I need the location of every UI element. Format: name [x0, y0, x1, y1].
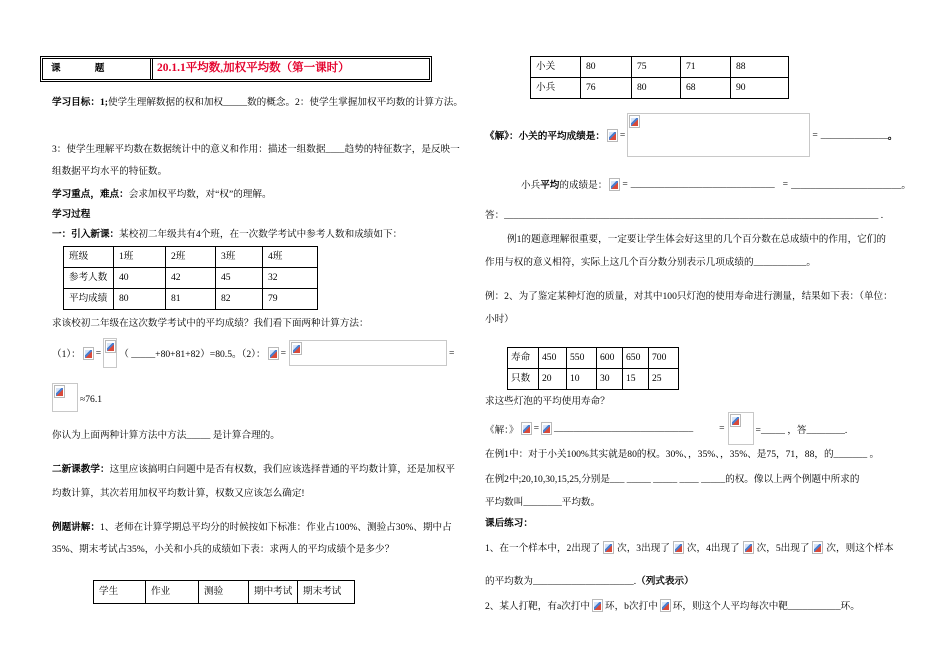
example2-weight-note-line2: 平均数叫________平均数。 — [485, 497, 601, 508]
solution1-blank: ______________ — [820, 129, 888, 141]
solution2-blank2: _______________________。 — [791, 180, 912, 191]
table-cell: 40 — [114, 268, 166, 289]
key-points-line — [52, 188, 272, 202]
image-placeholder-icon — [812, 541, 823, 554]
solution1-end: 。 — [887, 131, 898, 142]
image-placeholder-icon — [105, 340, 116, 353]
table-cell: 88 — [731, 57, 789, 78]
table-row — [508, 348, 679, 369]
equals-sign: = — [533, 423, 539, 434]
equals-sign: = — [619, 129, 626, 141]
student-score-table-rows — [530, 56, 789, 99]
table-cell: 4班 — [263, 247, 318, 268]
equals-sign: = — [719, 423, 725, 434]
solution1-line — [485, 112, 898, 158]
example2-question: 求这些灯泡的平均使用寿命？ — [485, 396, 610, 407]
table-row — [64, 268, 318, 289]
objectives-line — [52, 96, 463, 110]
table-cell: 76 — [581, 78, 632, 99]
solution2-line — [521, 176, 911, 192]
image-placeholder-icon — [730, 414, 741, 427]
new-lesson-text: 这里应该搞明白问题中是否有权数，我们应该选择普通的平均数计算，还是加权平 — [109, 464, 455, 475]
table-cell: 参考人数 — [64, 268, 114, 289]
objectives-item3-line1: 3：使学生理解平均数在数据统计中的意义和作用：描述一组数据____趋势的特征数字，是反映一 — [52, 144, 460, 155]
bulb-solution-blank: _____________________________ — [554, 423, 694, 434]
lesson-header — [40, 56, 432, 82]
exercise1-note: （列式表示） — [636, 576, 694, 587]
table-row — [64, 289, 318, 310]
exercise2-text: 环，b次打中 — [605, 601, 658, 612]
table-cell: 寿命 — [508, 348, 539, 369]
table-cell: 45 — [216, 268, 263, 289]
exercises-title: 课后练习： — [485, 518, 533, 529]
lesson-title: 20.1.1平均数,加权平均数（第一课时） — [157, 62, 350, 74]
image-placeholder-icon — [592, 599, 603, 612]
formula-image-box — [728, 412, 754, 445]
example1-weight-note: 在例1中：对于小关100%其实就是80的权。30%、，35%、，35%、是75，71，88，的_______ 。 — [485, 449, 880, 460]
exercise1-text: 1、在一个样本中，2出现了 — [485, 543, 601, 554]
key-points-text: 会求加权平均数，对“权”的理解。 — [128, 189, 272, 200]
intro-label: 一：引入新课： — [52, 229, 120, 240]
table-cell: 10 — [567, 369, 597, 390]
equals-sign: = — [280, 347, 286, 359]
image-placeholder-icon — [291, 342, 302, 355]
solution1-label: 《解》：小关的平均成绩是： — [485, 131, 605, 142]
equals-sign: = — [782, 178, 789, 190]
formula-image-box — [103, 338, 117, 368]
objectives-label: 学习目标：1; — [52, 97, 108, 108]
new-lesson-line2: 均数计算，其次若用加权平均数计算，权数又应该怎么确定! — [52, 488, 305, 499]
example1-line1 — [52, 521, 452, 535]
table-header-cell: 作业 — [146, 581, 199, 604]
exercise1-line2 — [485, 575, 694, 589]
equals-sign: = — [448, 347, 455, 359]
table-cell: 小关 — [531, 57, 581, 78]
bulb-life-table — [507, 347, 679, 390]
table-cell: 80 — [632, 78, 681, 99]
table-cell: 550 — [567, 348, 597, 369]
image-placeholder-icon — [268, 347, 279, 360]
image-placeholder-icon — [54, 385, 65, 398]
table-cell: 80 — [114, 289, 166, 310]
image-placeholder-icon — [603, 541, 614, 554]
bulb-solution-label: 《解：》 — [485, 424, 519, 436]
intro-line — [52, 228, 402, 242]
table-cell: 82 — [216, 289, 263, 310]
table-cell: 班级 — [64, 247, 114, 268]
table-cell: 25 — [649, 369, 679, 390]
table-cell: 450 — [539, 348, 567, 369]
table-cell: 2班 — [166, 247, 216, 268]
table-cell: 小兵 — [531, 78, 581, 99]
table-cell: 90 — [731, 78, 789, 99]
method-line — [52, 336, 454, 370]
formula-image-box — [627, 113, 810, 157]
objectives-item3-line2: 组数据平均水平的特征数。 — [52, 166, 168, 177]
exercise1-text: 次，3出现了 — [617, 543, 670, 554]
table-cell: 600 — [597, 348, 623, 369]
table-cell: 80 — [581, 57, 632, 78]
student-score-table-header — [93, 580, 355, 604]
table-cell: 71 — [681, 57, 731, 78]
table-cell: 平均成绩 — [64, 289, 114, 310]
image-placeholder-icon — [607, 129, 618, 142]
example2-line1: 例：2、为了鉴定某种灯泡的质量，对其中100只灯泡的使用寿命进行测量，结果如下表：（单位： — [485, 291, 893, 302]
table-cell: 68 — [681, 78, 731, 99]
process-title: 学习过程 — [52, 209, 91, 220]
image-placeholder-icon — [743, 541, 754, 554]
table-row — [508, 369, 679, 390]
intro-question: 求该校初二年级在这次数学考试中的平均成绩？我们看下面两种计算方法： — [52, 318, 369, 329]
table-cell: 20 — [539, 369, 567, 390]
table-row — [531, 78, 789, 99]
bulb-solution-tail: =_____ ，答________. — [755, 424, 848, 436]
image-placeholder-icon — [541, 422, 552, 435]
solution2-pre: 小兵 — [521, 180, 541, 191]
example1-text: 1、老师在计算学期总平均分的时候按如下标准：作业占100%、测验占30%、期中占 — [99, 522, 452, 533]
image-placeholder-icon — [609, 178, 620, 191]
table-cell: 81 — [166, 289, 216, 310]
exercise1-blank: 的平均数为_____________________. — [485, 576, 637, 587]
table-cell: 1班 — [114, 247, 166, 268]
exercise2-text: 环，则这个人平均每次中靶___________环。 — [672, 601, 860, 612]
equals-sign: = — [95, 347, 102, 359]
solution2-post: 的成绩是： — [559, 180, 608, 191]
objectives-text: 使学生理解数据的权和加权_____数的概念。2：使学生掌握加权平均数的计算方法。 — [107, 97, 463, 108]
bulb-solution-line — [485, 411, 847, 446]
exercise1-text: 次，4出现了 — [686, 543, 740, 554]
method2-result: ≈76.1 — [80, 394, 103, 405]
exercise2-text: 2、某人打靶，有a次打中 — [485, 601, 590, 612]
new-lesson-line1 — [52, 463, 455, 477]
table-cell: 79 — [263, 289, 318, 310]
exercise1-text: 次，5出现了 — [756, 543, 810, 554]
key-points-label: 学习重点，难点： — [52, 189, 129, 200]
solution2-bold: 平均 — [540, 180, 560, 191]
image-placeholder-icon — [660, 599, 671, 612]
class-score-table — [63, 246, 318, 310]
method1-text: （ _____+80+81+82）=80.5。（2）： — [119, 349, 266, 360]
example1-note-line1: 例1的题意理解很重要，一定要让学生体会好这里的几个百分数在总成绩中的作用，它们的 — [507, 234, 886, 245]
method-question: 你认为上面两种计算方法中方法_____ 是计算合理的。 — [52, 430, 280, 441]
table-cell: 30 — [597, 369, 623, 390]
method1-label: （1）： — [52, 349, 81, 360]
exercise1-line1 — [485, 539, 894, 555]
table-row — [531, 57, 789, 78]
equals-sign: = — [622, 178, 628, 190]
image-placeholder-icon — [673, 541, 684, 554]
table-header-cell: 测验 — [199, 581, 249, 604]
formula-image-box — [289, 340, 447, 366]
table-header-row — [94, 581, 355, 604]
intro-text: 某校初二年级共有4个班，在一次数学考试中参考人数和成绩如下： — [119, 229, 403, 240]
solution2-blank1: ______________________________ — [630, 178, 775, 190]
table-cell: 75 — [632, 57, 681, 78]
example1-note-line2: 作用与权的意义相符，实际上这几个百分数分别表示几项成绩的___________。 — [485, 257, 816, 268]
table-cell: 42 — [166, 268, 216, 289]
image-placeholder-icon — [629, 115, 640, 128]
exercise1-text: 次，则这个样本 — [826, 543, 894, 554]
exercise2-line — [485, 597, 860, 613]
example2-line2: 小时） — [485, 314, 514, 325]
table-cell: 32 — [263, 268, 318, 289]
table-header-cell: 期末考试 — [298, 581, 355, 604]
header-label: 课 题 — [43, 59, 153, 79]
example2-weight-note-line1: 在例2中;20,10,30,15,25,分别是___ _____ _____ ____ _____的权。像以上两个例题中所求的 — [485, 474, 860, 485]
image-placeholder-icon — [83, 347, 94, 360]
table-cell: 3班 — [216, 247, 263, 268]
table-cell: 15 — [623, 369, 649, 390]
table-cell: 650 — [623, 348, 649, 369]
formula-image-box — [52, 383, 78, 412]
image-placeholder-icon — [521, 422, 532, 435]
table-cell: 只数 — [508, 369, 539, 390]
equals-sign: = — [812, 129, 818, 141]
example1-label: 例题讲解： — [52, 522, 100, 533]
table-header-cell: 期中考试 — [249, 581, 298, 604]
table-row — [64, 247, 318, 268]
table-cell: 700 — [649, 348, 679, 369]
table-header-cell: 学生 — [94, 581, 146, 604]
answer-line: 答：______________________________________________________________________________ . — [485, 210, 884, 221]
example1-line2: 35%、期末考试占35%，小关和小兵的成绩如下表：求两人的平均成绩个是多少？ — [52, 544, 395, 555]
new-lesson-label: 二新课教学： — [52, 464, 110, 475]
